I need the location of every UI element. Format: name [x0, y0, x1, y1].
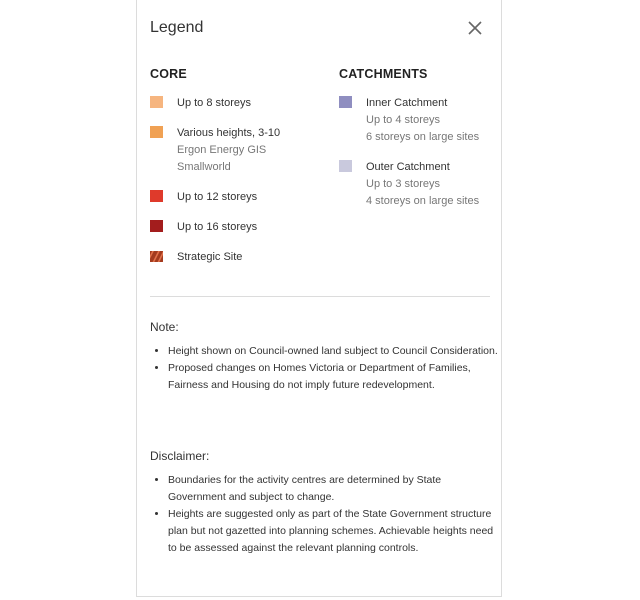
- disclaimer-item: • Heights are suggested only as part of the State Government structure plan but not gazetted into planning schemes. Achievable heights need to be assessed against the relevant planning controls.: [168, 506, 498, 557]
- catchments-heading: CATCHMENTS: [339, 67, 428, 81]
- note-title: Note:: [150, 320, 179, 334]
- disclaimer-title: Disclaimer:: [150, 449, 210, 463]
- legend-item-label: Various heights, 3-10: [177, 127, 281, 139]
- core-heading: CORE: [150, 67, 187, 81]
- hatched-swatch-icon: [150, 250, 163, 262]
- swatch-outer-catchment: [339, 160, 352, 172]
- legend-item-sub: Ergon Energy GIS: [177, 144, 267, 156]
- disclaimer-item: • Boundaries for the activity centres are determined by State Government and subject to change.: [168, 472, 498, 506]
- legend-panel: [136, 0, 502, 597]
- disclaimer-list: [150, 472, 498, 557]
- legend-item-label: Strategic Site: [177, 251, 243, 263]
- legend-title: Legend: [150, 19, 204, 36]
- legend-item-sub: Up to 4 storeys: [366, 114, 440, 126]
- swatch-up-to-16: [150, 220, 163, 232]
- legend-item-sub: 4 storeys on large sites: [366, 195, 480, 207]
- swatch-various-heights: [150, 126, 163, 138]
- swatch-up-to-12: [150, 190, 163, 202]
- swatch-inner-catchment: [339, 96, 352, 108]
- legend-item-sub: 6 storeys on large sites: [366, 131, 480, 143]
- legend-item-label: Up to 12 storeys: [177, 191, 258, 203]
- swatch-up-to-8: [150, 96, 163, 108]
- close-icon[interactable]: [465, 18, 485, 38]
- legend-item-sub: Smallworld: [177, 161, 231, 173]
- legend-item-label: Inner Catchment: [366, 97, 448, 109]
- divider: [150, 296, 490, 297]
- note-list: [150, 343, 498, 394]
- legend-item-sub: Up to 3 storeys: [366, 178, 440, 190]
- note-item: • Height shown on Council-owned land subject to Council Consideration.: [168, 343, 498, 360]
- legend-item-label: Outer Catchment: [366, 161, 450, 173]
- legend-item-label: Up to 16 storeys: [177, 221, 258, 233]
- legend-item-label: Up to 8 storeys: [177, 97, 251, 109]
- note-item: • Proposed changes on Homes Victoria or Department of Families, Fairness and Housing do not imply future redevelopment.: [168, 360, 498, 394]
